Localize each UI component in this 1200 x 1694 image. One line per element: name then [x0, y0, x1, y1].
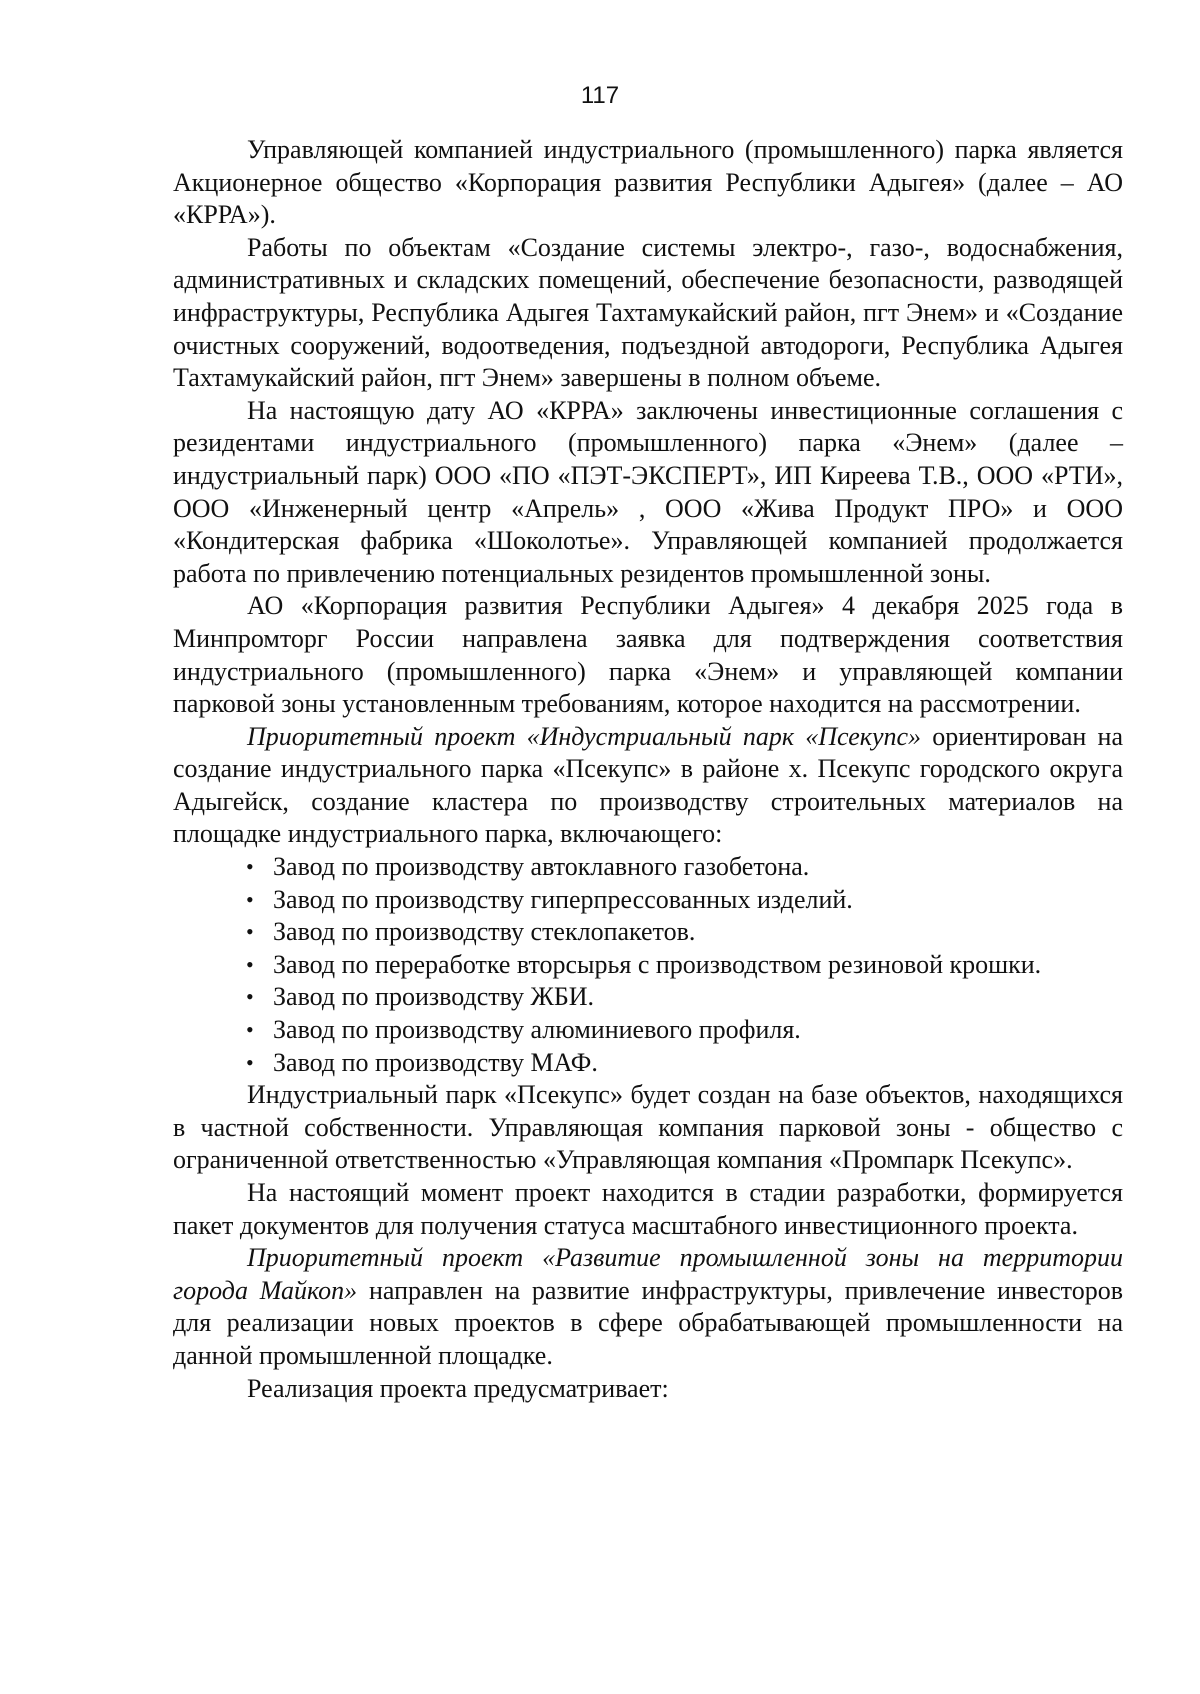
paragraph-application: АО «Корпорация развития Республики Адыгея» 4 декабря 2025 года в Минпромторг России направлена заявка для подтверждения соответствия индустриального (промышленного) парка «Энем» и управляющей компании парковой зоны установленным требованиям, которое находится на рассмотрении.: [173, 591, 1123, 719]
list-item-text: Завод по производству стеклопакетов.: [273, 917, 696, 947]
list-item: [173, 916, 1123, 949]
paragraph-psekups-project: [173, 721, 1123, 851]
maykop-project-text: направлен на развитие инфраструктуры, привлечение инвесторов для реализации новых проектов в сфере обрабатывающей промышленности на данной промышленной площадке.: [173, 1275, 1123, 1370]
paragraph-implementation: Реализация проекта предусматривает:: [247, 1373, 669, 1403]
paragraph-works-completed: Работы по объектам «Создание системы электро-, газо-, водоснабжения, административных и складских помещений, обеспечение безопасности, разводящей инфраструктуры, Республика Адыгея Тахтамукайский район, пгт Энем» и «Создание очистных сооружений, водоотведения, подъездной автодороги, Республика Адыгея Тахтамукайский район, пгт Энем» завершены в полном объеме.: [173, 232, 1123, 393]
bullet-icon: •: [246, 1049, 254, 1075]
psekups-project-title: Приоритетный проект «Индустриальный парк «Псекупс»: [247, 721, 922, 751]
maykop-project-title: Приоритетный проект «Развитие промышленной зоны на территории города Майкоп»: [173, 1243, 1123, 1305]
document-body: [173, 134, 1123, 1405]
psekups-project-text: ориентирован на создание индустриального парка «Псекупс» в районе х. Псекупс городского округа Адыгейск, создание кластера по производству строительных материалов на площадке индустриального парка, включающего:: [173, 721, 1123, 849]
list-item-text: Завод по переработке вторсырья с производством резиновой крошки.: [273, 949, 1042, 979]
paragraph-management-company: Управляющей компанией индустриального (промышленного) парка является Акционерное общество «Корпорация развития Республики Адыгея» (далее – АО «КРРА»).: [173, 135, 1123, 230]
paragraph-psekups-status: На настоящий момент проект находится в стадии разработки, формируется пакет документов для получения статуса масштабного инвестиционного проекта.: [173, 1178, 1123, 1240]
paragraph-investment-agreements: На настоящую дату АО «КРРА» заключены инвестиционные соглашения с резидентами индустриального (промышленного) парка «Энем» (далее – индустриальный парк) ООО «ПО «ПЭТ-ЭКСПЕРТ», ИП Киреева Т.В., ООО «РТИ», ООО «Инженерный центр «Апрель» , ООО «Жива Продукт ПРО» и ООО «Кондитерская фабрика «Шоколотье». Управляющей компанией продолжается работа по привлечению потенциальных резидентов промышленной зоны.: [173, 395, 1123, 588]
bullet-icon: •: [246, 854, 254, 880]
bullet-icon: •: [246, 886, 254, 912]
list-item: [173, 981, 1123, 1014]
list-item-text: Завод по производству гиперпрессованных изделий.: [273, 884, 853, 914]
list-item: [173, 1047, 1123, 1080]
bullet-icon: •: [246, 984, 254, 1010]
factory-list: [173, 851, 1123, 1079]
paragraph-psekups-ownership: Индустриальный парк «Псекупс» будет создан на базе объектов, находящихся в частной собственности. Управляющая компания парковой зоны - общество с ограниченной ответственностью «Управляющая компания «Промпарк Псекупс».: [173, 1080, 1123, 1175]
paragraph-maykop-project: [173, 1242, 1123, 1372]
page-number: 117: [580, 82, 620, 109]
bullet-icon: •: [246, 919, 254, 945]
list-item-text: Завод по производству алюминиевого профиля.: [273, 1015, 801, 1045]
bullet-icon: •: [246, 951, 254, 977]
list-item-text: Завод по производству автоклавного газобетона.: [273, 852, 810, 882]
bullet-icon: •: [246, 1017, 254, 1043]
list-item: [173, 851, 1123, 884]
list-item-text: Завод по производству МАФ.: [273, 1047, 598, 1077]
list-item: [173, 884, 1123, 917]
list-item-text: Завод по производству ЖБИ.: [273, 982, 595, 1012]
list-item: [173, 949, 1123, 982]
list-item: [173, 1014, 1123, 1047]
